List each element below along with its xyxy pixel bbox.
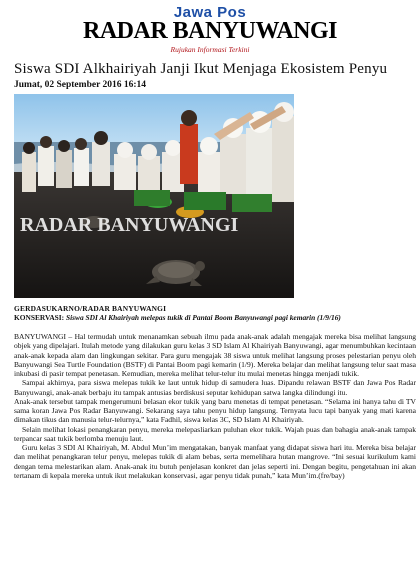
caption-label: KONSERVASI: [14, 313, 65, 323]
brand-radar-banyuwangi[interactable]: RADAR BANYUWANGI [82, 18, 337, 44]
article-photo [14, 94, 294, 298]
photo-caption [14, 304, 414, 323]
article-dateline: Jumat, 02 September 2016 16:14 [14, 80, 147, 90]
photo-watermark: RADAR BANYUWANGI [20, 214, 239, 236]
beach-photo-illustration [14, 94, 294, 298]
photo-credit: GERDASUKARNO/RADAR BANYUWANGI [14, 304, 167, 313]
article-paragraph-5: Guru kelas 3 SDI Al Khairiyah, M. Abdul Mun’im mengatakan, banyak manfaat yang didapat siswa hari itu. Mereka bisa belajar dan melihat penangkaran telur penyu, melepas tukik di alam bebas, serta memelihara hutan mangrove. “Ini sesuai kurikulum kami dengan tema melestarikan alam. Anak-anak itu butuh penjelasan konkret dan jelas seperti ini. Dengan begitu, pengetahuan ini akan tertanam di kepala mereka untuk ikut melakukan konservasi, agar penyu tidak punah,” kata Mun’im.(fre/bay) [14, 443, 416, 480]
article-paragraph-1: BANYUWANGI – Hal termudah untuk menanamkan sebuah ilmu pada anak-anak adalah mengajak mereka bisa melihat langsung objek yang dipelajari. Itulah metode yang dilakukan guru kelas 3 SD Islam Al Khairiyah Banyuwangi, agar menumbuhkan kecintaan anak-anak kepada alam dan lingkungan sekitar. Para guru mengajak 38 siswa untuk melihat langsung proses pelestarian penyu oleh Banyuwangi Sea Turtle Foundation (BSTF) di Pantai Boom pagi kemarin (1/9). Mereka belajar dan melihat langsung telur saat masa inkubasi di pasir tempat penetasan. Kemudian, mereka melihat telur-telur itu mulai menetas hingga menjadi tukik. [14, 332, 416, 378]
caption-text: Siswa SDI Al Khairiyah melepas tukik di Pantai Boom Banyuwangi pagi kemarin (1/9/16) [65, 313, 341, 323]
brand-jawa-pos[interactable]: Jawa Pos [173, 4, 247, 21]
article-paragraph-4: Selain melihat lokasi penangkaran penyu, mereka melepasliarkan puluhan ekor tukik. Wajah puas dan bahagia anak-anak tampak terpancar saat tukik berlomba menuju laut. [14, 424, 416, 443]
caption-line [14, 313, 414, 322]
article-paragraph-3: Anak-anak tersebut tampak mengerumuni belasan ekor tukik yang baru menetas di tempat penetasan. “Selama ini hanya tahu di TV sama koran Jawa Pos Radar Banyuwangi. Sekarang saya tahu penyu hidup langsung. Ternyata lucu tapi banyak yang mati karena dimakan tikus dan manusia telur-telurnya,” kata Fadhil, siswa kelas 3C, SD Islam Al Khairiyah. [14, 396, 416, 425]
tagline: Rujukan Informasi Terkini [170, 45, 250, 54]
article-headline: Siswa SDI Alkhairiyah Janji Ikut Menjaga Ekosistem Penyu [14, 61, 388, 77]
masthead [0, 0, 420, 58]
article-paragraph-2: Sampai akhirnya, para siswa melepas tukik ke laut untuk hidup di samudera luas. Dipandu relawan BSTF dan Jawa Pos Radar Banyuwangi, anak-anak berbaju itu tampak antusias berdiskusi seputar kehidupan satwa langka dilindungi itu. [14, 378, 416, 397]
article-body [14, 332, 416, 480]
